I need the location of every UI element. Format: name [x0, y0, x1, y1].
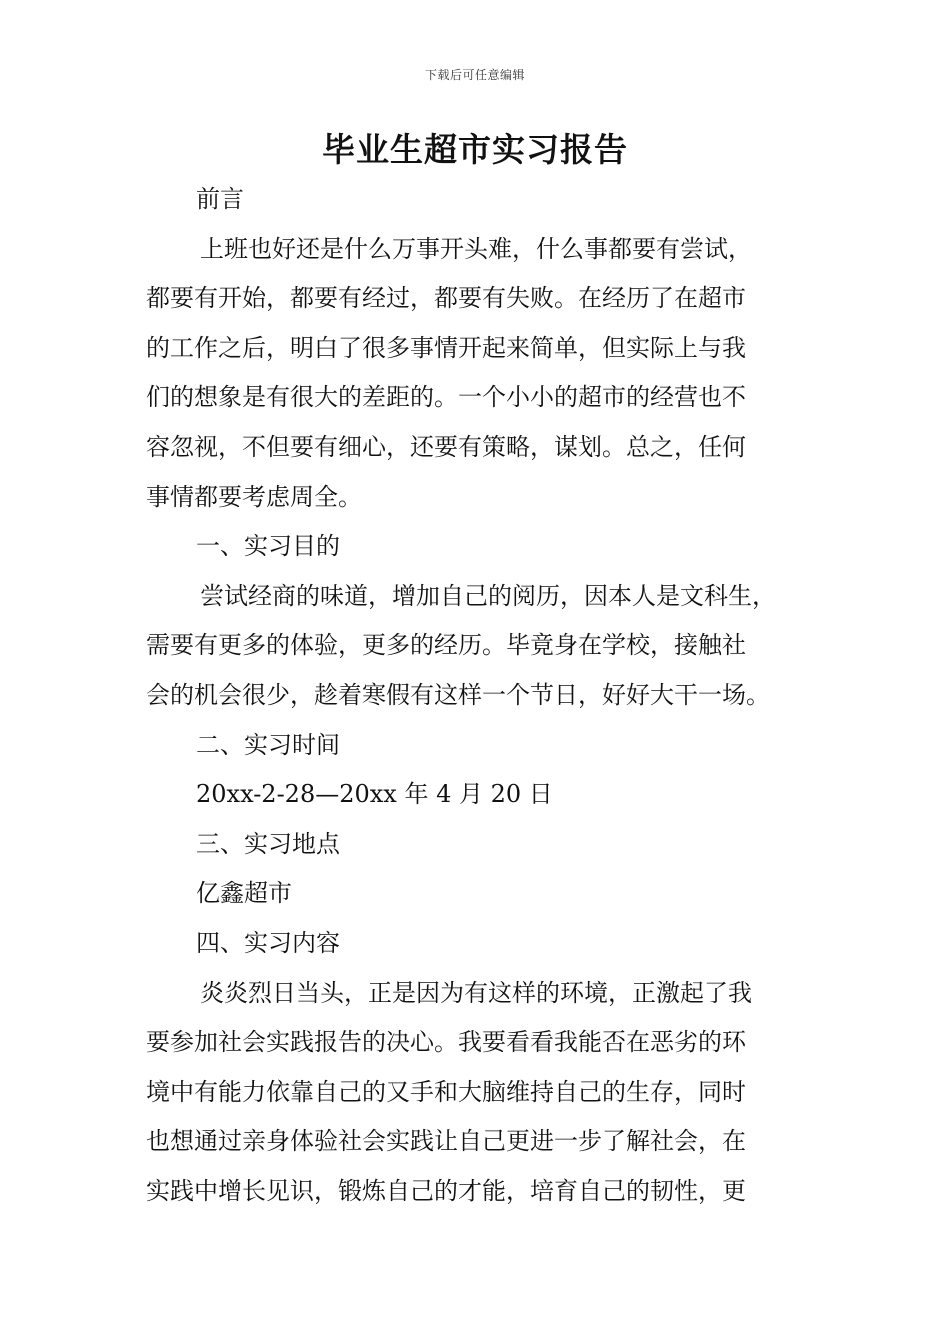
text-line: 容忽视，不但要有细心，还要有策略，谋划。总之，任何 — [146, 432, 746, 461]
text-line: 会的机会很少，趁着寒假有这样一个节日，好好大干一场。 — [146, 680, 770, 709]
text-line: 20xx-2-28—20xx 年 4 月 20 日 — [196, 780, 553, 809]
text-line: 二、实习时间 — [196, 730, 340, 759]
document-title: 毕业生超市实习报告 — [322, 130, 628, 169]
text-line: 实践中增长见识，锻炼自己的才能，培育自己的韧性，更 — [146, 1176, 746, 1205]
document-body — [146, 175, 810, 1216]
text-line: 需要有更多的体验，更多的经历。毕竟身在学校，接触社 — [146, 631, 746, 660]
text-line: 的工作之后，明白了很多事情开起来简单，但实际上与我 — [146, 333, 746, 362]
text-line: 要参加社会实践报告的决心。我要看看我能否在恶劣的环 — [146, 1028, 746, 1057]
text-line: 们的想象是有很大的差距的。一个小小的超市的经营也不 — [146, 383, 746, 412]
text-line: 前言 — [196, 185, 244, 213]
text-line: 都要有开始，都要有经过，都要有失败。在经历了在超市 — [146, 284, 746, 313]
text-line: 四、实习内容 — [196, 928, 340, 957]
text-line: 上班也好还是什么万事开头难，什么事都要有尝试， — [200, 234, 752, 263]
text-line: 尝试经商的味道，增加自己的阅历，因本人是文科生， — [200, 581, 776, 610]
text-line: 也想通过亲身体验社会实践让自己更进一步了解社会，在 — [146, 1127, 746, 1156]
text-line: 三、实习地点 — [196, 829, 340, 858]
text-line: 事情都要考虑周全。 — [146, 482, 362, 511]
header-note: 下载后可任意编辑 — [424, 68, 525, 82]
text-line: 炎炎烈日当头，正是因为有这样的环境，正激起了我 — [200, 978, 752, 1007]
text-line: 亿鑫超市 — [196, 879, 292, 908]
text-line: 一、实习目的 — [196, 532, 340, 561]
text-line: 境中有能力依靠自己的又手和大脑维持自己的生存，同时 — [146, 1077, 746, 1106]
